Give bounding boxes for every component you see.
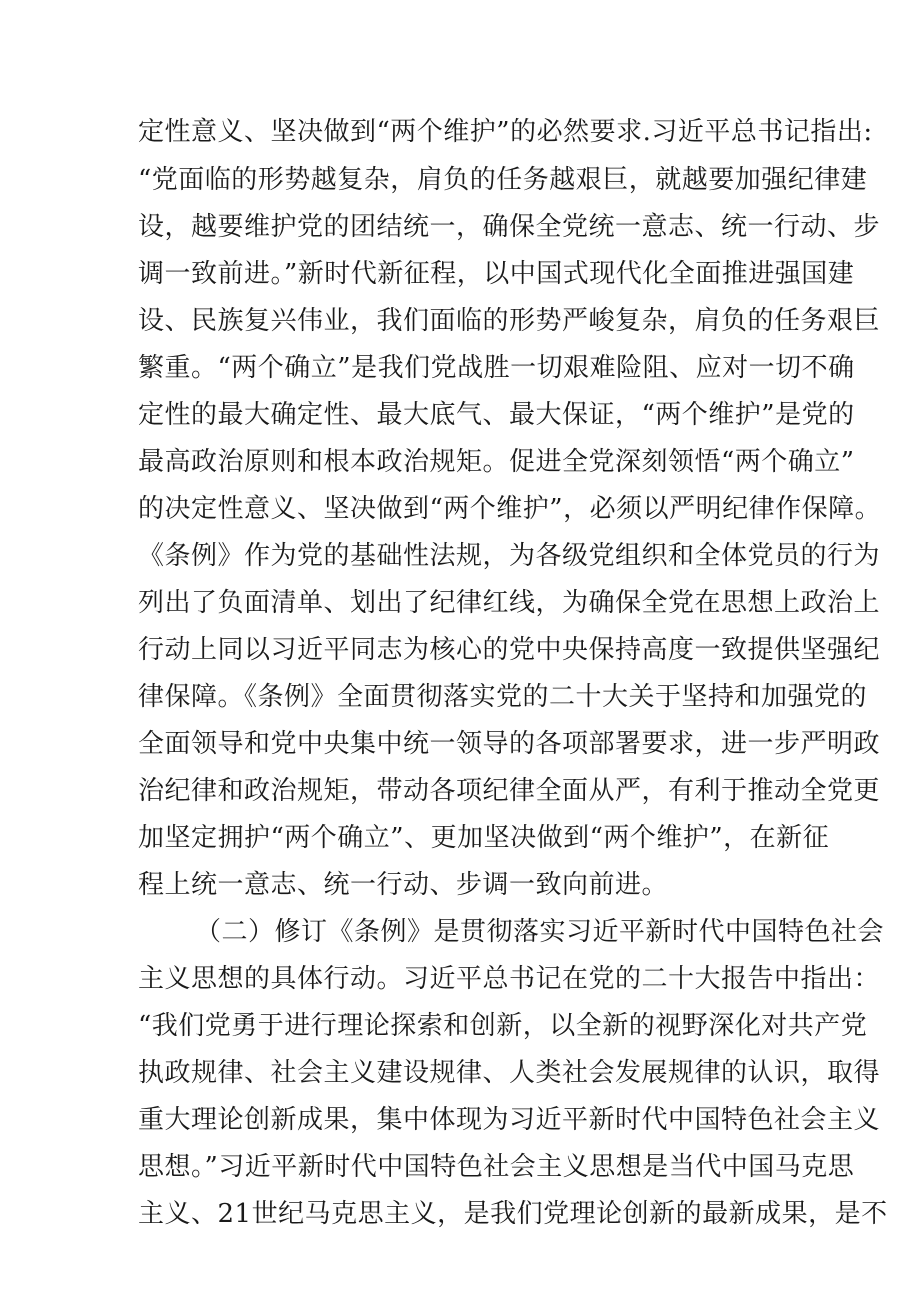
text-line-4: 调一致前进。”新时代新征程，以中国式现代化全面推进强国建: [138, 259, 855, 289]
text-line-17: 程上统一意志、统一行动、步调一致向前进。: [138, 870, 669, 900]
text-line-20: “我们党勇于进行理论探索和创新，以全新的视野深化对共产党: [138, 1011, 868, 1041]
text-line-6: 繁重。“两个确立”是我们党战胜一切艰难险阻、应对一切不确: [138, 353, 855, 383]
text-line-19: 主义思想的具体行动。习近平总书记在党的二十大报告中指出：: [138, 964, 881, 994]
text-line-2: “党面临的形势越复杂，肩负的任务越艰巨，就越要加强纪律建: [138, 165, 868, 195]
text-line-23: 思想。”习近平新时代中国特色社会主义思想是当代中国马克思: [138, 1152, 855, 1182]
text-line-24: 主义、21世纪马克思主义，是我们党理论创新的最新成果，是不: [138, 1199, 888, 1229]
text-line-22: 重大理论创新成果，集中体现为习近平新时代中国特色社会主义: [138, 1105, 881, 1135]
text-line-12: 行动上同以习近平同志为核心的党中央保持高度一致提供坚强纪: [138, 635, 881, 665]
text-line-5: 设、民族复兴伟业，我们面临的形势严峻复杂，肩负的任务艰巨: [138, 306, 881, 336]
text-line-10: 《条例》作为党的基础性法规，为各级党组织和全体党员的行为: [138, 541, 881, 571]
text-line-7: 定性的最大确定性、最大底气、最大保证，“两个维护”是党的: [138, 400, 855, 430]
text-line-3: 设，越要维护党的团结统一，确保全党统一意志、统一行动、步: [138, 212, 881, 242]
paragraph-heading-line: （二）修订《条例》是贯彻落实习近平新时代中国特色社会: [195, 917, 885, 947]
text-line-1: 定性意义、坚决做到“两个维护”的必然要求.习近平总书记指出:: [138, 117, 873, 147]
text-line-11: 列出了负面清单、划出了纪律红线，为确保全党在思想上政治上: [138, 588, 881, 618]
text-line-16: 加坚定拥护“两个确立”、更加坚决做到“两个维护”，在新征: [138, 823, 830, 853]
text-line-13: 律保障。《条例》全面贯彻落实党的二十大关于坚持和加强党的: [138, 682, 868, 712]
text-line-9: 的决定性意义、坚决做到“两个维护”，必须以严明纪律作保障。: [138, 494, 882, 524]
text-line-21: 执政规律、社会主义建设规律、人类社会发展规律的认识，取得: [138, 1058, 881, 1088]
text-line-8: 最高政治原则和根本政治规矩。促进全党深刻领悟“两个确立”: [138, 447, 855, 477]
text-line-14: 全面领导和党中央集中统一领导的各项部署要求，进一步严明政: [138, 729, 881, 759]
text-line-15: 治纪律和政治规矩，带动各项纪律全面从严，有利于推动全党更: [138, 776, 881, 806]
